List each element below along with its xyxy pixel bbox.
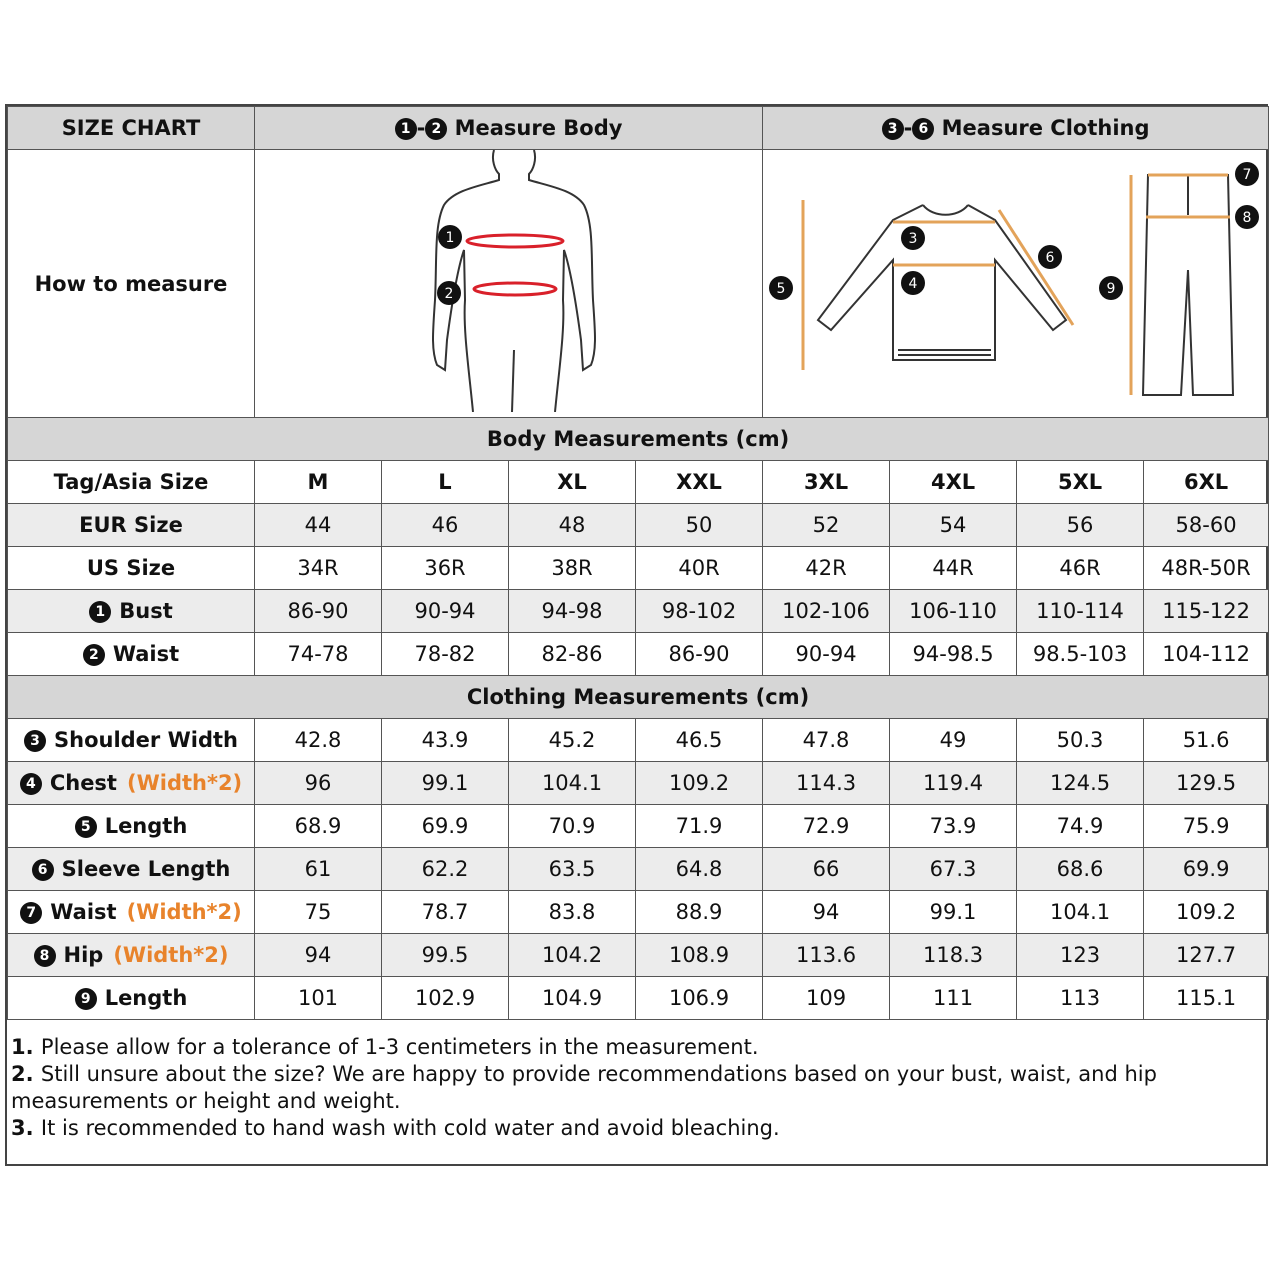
clothing-measure-value-cell: 104.1 bbox=[1017, 891, 1144, 934]
size-header-cell: XL bbox=[509, 461, 636, 504]
body-measure-value-cell: 106-110 bbox=[890, 590, 1017, 633]
clothing-measure-label-cell bbox=[8, 805, 255, 848]
clothing-measure-value-cell: 94 bbox=[255, 934, 382, 977]
clothing-measure-value-cell: 66 bbox=[763, 848, 890, 891]
clothing-measure-value-cell: 109.2 bbox=[1144, 891, 1269, 934]
body-section-row bbox=[8, 418, 1269, 461]
body-measure-value-cell: 102-106 bbox=[763, 590, 890, 633]
marker-5-label: 5 bbox=[776, 281, 786, 297]
clothing-measure-label: Length bbox=[104, 814, 188, 838]
clothing-measure-value-cell: 106.9 bbox=[636, 977, 763, 1020]
body-measure-value-cell: 104-112 bbox=[1144, 633, 1269, 676]
body-silhouette-icon bbox=[259, 150, 759, 412]
body-measure-value-cell: 74-78 bbox=[255, 633, 382, 676]
body-measure-value-cell: 98-102 bbox=[636, 590, 763, 633]
body-measure-value-cell: 44R bbox=[890, 547, 1017, 590]
body-measure-value-cell: 115-122 bbox=[1144, 590, 1269, 633]
clothing-measure-value-cell: 50.3 bbox=[1017, 719, 1144, 762]
body-number-icon: 2 bbox=[425, 118, 447, 140]
note-text: It is recommended to hand wash with cold water and avoid bleaching. bbox=[40, 1116, 780, 1140]
clothing-measure-label: Hip bbox=[63, 943, 104, 967]
clothing-measure-value-cell: 123 bbox=[1017, 934, 1144, 977]
clothing-measure-value-cell: 104.9 bbox=[509, 977, 636, 1020]
measure-clothing-header: 3 - 6 Measure Clothing bbox=[763, 107, 1269, 150]
body-measure-value-cell: 54 bbox=[890, 504, 1017, 547]
clothing-measure-value-cell: 115.1 bbox=[1144, 977, 1269, 1020]
clothing-measure-label: Shoulder Width bbox=[54, 728, 238, 752]
clothing-measure-value-cell: 114.3 bbox=[763, 762, 890, 805]
body-measure-value-cell: 98.5-103 bbox=[1017, 633, 1144, 676]
chart-header-row bbox=[8, 107, 1269, 150]
body-measure-value-cell: 46 bbox=[382, 504, 509, 547]
marker-8-label: 8 bbox=[1242, 210, 1252, 226]
clothing-measure-value-cell: 99.5 bbox=[382, 934, 509, 977]
body-measure-value-cell: 78-82 bbox=[382, 633, 509, 676]
clothing-measure-value-cell: 43.9 bbox=[382, 719, 509, 762]
body-measure-value-cell: 58-60 bbox=[1144, 504, 1269, 547]
bust-line bbox=[467, 235, 563, 247]
number-badge-icon: 1 bbox=[89, 601, 111, 623]
number-badge-icon: 9 bbox=[75, 988, 97, 1010]
size-header-label: Tag/Asia Size bbox=[8, 461, 255, 504]
clothing-measure-value-cell: 102.9 bbox=[382, 977, 509, 1020]
note-number: 1. bbox=[11, 1035, 41, 1059]
clothing-measure-value-cell: 101 bbox=[255, 977, 382, 1020]
notes bbox=[7, 1020, 1266, 1142]
body-measure-label: US Size bbox=[86, 556, 176, 580]
clothing-measure-value-cell: 111 bbox=[890, 977, 1017, 1020]
clothing-measure-label: Sleeve Length bbox=[61, 857, 231, 881]
clothing-measure-value-cell: 51.6 bbox=[1144, 719, 1269, 762]
clothing-measure-value-cell: 71.9 bbox=[636, 805, 763, 848]
size-header-cell: 6XL bbox=[1144, 461, 1269, 504]
body-measure-row bbox=[8, 504, 1269, 547]
clothing-measure-value-cell: 78.7 bbox=[382, 891, 509, 934]
body-measure-label-cell bbox=[8, 547, 255, 590]
clothing-measure-value-cell: 113.6 bbox=[763, 934, 890, 977]
clothing-measure-label-cell bbox=[8, 848, 255, 891]
note-number: 3. bbox=[11, 1116, 41, 1140]
clothing-measure-value-cell: 94 bbox=[763, 891, 890, 934]
clothing-number-icon: 3 bbox=[882, 118, 904, 140]
number-badge-icon: 3 bbox=[24, 730, 46, 752]
body-measure-value-cell: 38R bbox=[509, 547, 636, 590]
clothing-measure-value-cell: 99.1 bbox=[890, 891, 1017, 934]
clothing-measure-value-cell: 68.9 bbox=[255, 805, 382, 848]
body-measure-value-cell: 36R bbox=[382, 547, 509, 590]
clothing-measure-value-cell: 124.5 bbox=[1017, 762, 1144, 805]
body-measure-label: Waist bbox=[112, 642, 180, 666]
clothing-measure-label-cell bbox=[8, 891, 255, 934]
size-header-cell: 4XL bbox=[890, 461, 1017, 504]
body-measure-value-cell: 52 bbox=[763, 504, 890, 547]
clothing-measure-note: (Width*2) bbox=[126, 771, 243, 795]
measure-body-header: 1 - 2 Measure Body bbox=[255, 107, 763, 150]
body-measure-label-cell bbox=[8, 504, 255, 547]
number-badge-icon: 5 bbox=[75, 816, 97, 838]
size-chart-title: SIZE CHART bbox=[8, 107, 255, 150]
clothing-measure-label-cell bbox=[8, 977, 255, 1020]
clothing-section-row bbox=[8, 676, 1269, 719]
measure-clothing-label: Measure Clothing bbox=[941, 116, 1150, 140]
body-measure-value-cell: 82-86 bbox=[509, 633, 636, 676]
clothing-measure-value-cell: 74.9 bbox=[1017, 805, 1144, 848]
clothing-measure-value-cell: 73.9 bbox=[890, 805, 1017, 848]
number-badge-icon: 4 bbox=[20, 773, 42, 795]
clothing-measure-value-cell: 72.9 bbox=[763, 805, 890, 848]
clothing-measure-note: (Width*2) bbox=[113, 943, 229, 967]
body-measure-value-cell: 50 bbox=[636, 504, 763, 547]
body-measure-value-cell: 48 bbox=[509, 504, 636, 547]
note-number: 2. bbox=[11, 1062, 41, 1086]
marker-9-label: 9 bbox=[1106, 281, 1116, 297]
marker-7-label: 7 bbox=[1242, 167, 1252, 183]
sleeve-line bbox=[999, 210, 1073, 325]
clothing-measure-value-cell: 118.3 bbox=[890, 934, 1017, 977]
how-to-measure-label: How to measure bbox=[8, 150, 255, 418]
marker-6-label: 6 bbox=[1045, 250, 1055, 266]
marker-3-label: 3 bbox=[908, 231, 918, 247]
clothing-measure-value-cell: 63.5 bbox=[509, 848, 636, 891]
clothing-measure-label: Length bbox=[104, 986, 188, 1010]
clothing-measure-value-cell: 49 bbox=[890, 719, 1017, 762]
clothing-measure-row bbox=[8, 762, 1269, 805]
clothing-measure-value-cell: 108.9 bbox=[636, 934, 763, 977]
size-header-cell: L bbox=[382, 461, 509, 504]
clothing-diagram-cell bbox=[763, 150, 1269, 418]
body-measure-row bbox=[8, 547, 1269, 590]
clothing-measure-value-cell: 109 bbox=[763, 977, 890, 1020]
note-item bbox=[11, 1034, 1262, 1061]
clothing-measure-label-cell bbox=[8, 934, 255, 977]
measure-body-label: Measure Body bbox=[454, 116, 623, 140]
body-measure-row bbox=[8, 590, 1269, 633]
sweater-icon bbox=[818, 205, 1066, 360]
clothing-measure-value-cell: 68.6 bbox=[1017, 848, 1144, 891]
number-badge-icon: 6 bbox=[32, 859, 54, 881]
clothing-measure-label: Waist bbox=[50, 900, 117, 924]
body-measure-value-cell: 86-90 bbox=[255, 590, 382, 633]
clothing-measure-value-cell: 129.5 bbox=[1144, 762, 1269, 805]
body-measure-value-cell: 48R-50R bbox=[1144, 547, 1269, 590]
number-badge-icon: 7 bbox=[20, 902, 42, 924]
body-measure-label: Bust bbox=[119, 599, 173, 623]
clothing-measure-value-cell: 109.2 bbox=[636, 762, 763, 805]
clothing-number-icon: 6 bbox=[912, 118, 934, 140]
note-item bbox=[11, 1115, 1262, 1142]
clothing-measure-value-cell: 75 bbox=[255, 891, 382, 934]
size-chart-table bbox=[7, 106, 1269, 1020]
body-measure-value-cell: 94-98 bbox=[509, 590, 636, 633]
clothing-measure-value-cell: 104.2 bbox=[509, 934, 636, 977]
clothing-measure-value-cell: 69.9 bbox=[382, 805, 509, 848]
clothing-measure-value-cell: 64.8 bbox=[636, 848, 763, 891]
body-measure-label-cell bbox=[8, 633, 255, 676]
clothing-measure-note: (Width*2) bbox=[126, 900, 242, 924]
size-header-cell: XXL bbox=[636, 461, 763, 504]
clothing-measure-value-cell: 61 bbox=[255, 848, 382, 891]
clothing-measure-row bbox=[8, 848, 1269, 891]
clothing-measure-label-cell bbox=[8, 762, 255, 805]
body-measure-value-cell: 90-94 bbox=[763, 633, 890, 676]
number-badge-icon: 2 bbox=[83, 644, 105, 666]
clothing-measure-value-cell: 67.3 bbox=[890, 848, 1017, 891]
clothing-measure-value-cell: 42.8 bbox=[255, 719, 382, 762]
marker-1-label: 1 bbox=[445, 230, 454, 246]
clothing-measure-row bbox=[8, 934, 1269, 977]
body-measure-value-cell: 110-114 bbox=[1017, 590, 1144, 633]
number-badge-icon: 8 bbox=[34, 945, 56, 967]
clothing-measure-label: Chest bbox=[49, 771, 117, 795]
clothing-measure-value-cell: 75.9 bbox=[1144, 805, 1269, 848]
clothing-measure-value-cell: 83.8 bbox=[509, 891, 636, 934]
body-measure-value-cell: 90-94 bbox=[382, 590, 509, 633]
marker-4-label: 4 bbox=[908, 276, 918, 292]
size-chart bbox=[5, 104, 1268, 1166]
clothing-diagram-icon bbox=[763, 150, 1269, 412]
clothing-measure-value-cell: 127.7 bbox=[1144, 934, 1269, 977]
body-measure-label: EUR Size bbox=[79, 513, 183, 537]
body-number-icon: 1 bbox=[395, 118, 417, 140]
clothing-measure-value-cell: 46.5 bbox=[636, 719, 763, 762]
clothing-measure-value-cell: 47.8 bbox=[763, 719, 890, 762]
body-diagram-cell bbox=[255, 150, 763, 418]
waist-line bbox=[474, 283, 556, 295]
body-measure-value-cell: 42R bbox=[763, 547, 890, 590]
size-header-cell: 5XL bbox=[1017, 461, 1144, 504]
clothing-measure-row bbox=[8, 977, 1269, 1020]
body-measure-row bbox=[8, 633, 1269, 676]
body-measure-value-cell: 44 bbox=[255, 504, 382, 547]
body-measure-value-cell: 86-90 bbox=[636, 633, 763, 676]
body-measure-value-cell: 94-98.5 bbox=[890, 633, 1017, 676]
body-measure-value-cell: 56 bbox=[1017, 504, 1144, 547]
clothing-measure-value-cell: 119.4 bbox=[890, 762, 1017, 805]
clothing-measure-value-cell: 45.2 bbox=[509, 719, 636, 762]
size-header-cell: M bbox=[255, 461, 382, 504]
clothing-measure-label-cell bbox=[8, 719, 255, 762]
clothing-measure-value-cell: 104.1 bbox=[509, 762, 636, 805]
body-measure-value-cell: 34R bbox=[255, 547, 382, 590]
clothing-measure-value-cell: 96 bbox=[255, 762, 382, 805]
body-measure-label-cell bbox=[8, 590, 255, 633]
illustration-row bbox=[8, 150, 1269, 418]
note-item bbox=[11, 1061, 1262, 1115]
size-header-row bbox=[8, 461, 1269, 504]
body-measure-value-cell: 40R bbox=[636, 547, 763, 590]
note-text: Still unsure about the size? We are happy to provide recommendations based on your bust, waist, and hip measurements or height and weight. bbox=[11, 1062, 1157, 1113]
clothing-measure-value-cell: 62.2 bbox=[382, 848, 509, 891]
size-header-cell: 3XL bbox=[763, 461, 890, 504]
marker-2-label: 2 bbox=[444, 286, 453, 302]
clothing-measure-row bbox=[8, 805, 1269, 848]
clothing-measure-row bbox=[8, 891, 1269, 934]
clothing-measure-value-cell: 70.9 bbox=[509, 805, 636, 848]
body-measure-value-cell: 46R bbox=[1017, 547, 1144, 590]
clothing-measure-row bbox=[8, 719, 1269, 762]
pants-icon bbox=[1143, 175, 1233, 395]
body-section-title: Body Measurements (cm) bbox=[8, 418, 1269, 461]
clothing-section-title: Clothing Measurements (cm) bbox=[8, 676, 1269, 719]
clothing-measure-value-cell: 113 bbox=[1017, 977, 1144, 1020]
note-text: Please allow for a tolerance of 1-3 centimeters in the measurement. bbox=[40, 1035, 759, 1059]
clothing-measure-value-cell: 99.1 bbox=[382, 762, 509, 805]
clothing-measure-value-cell: 88.9 bbox=[636, 891, 763, 934]
clothing-measure-value-cell: 69.9 bbox=[1144, 848, 1269, 891]
